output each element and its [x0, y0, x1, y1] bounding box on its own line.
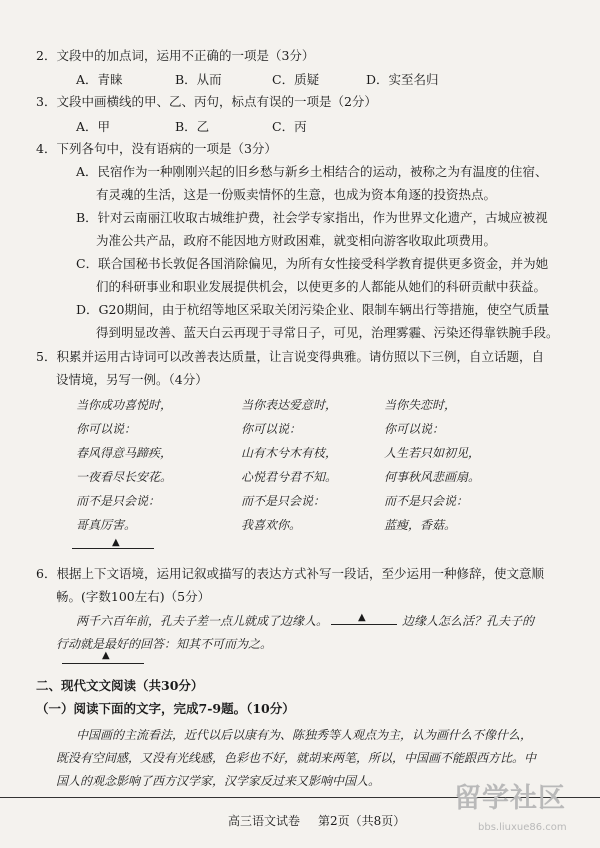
poem-line: 当你成功喜悦时， — [76, 398, 173, 412]
q6-passage-part2: 边缘人怎么活？孔夫子的 — [402, 614, 535, 628]
q4-stem: 4．下列各句中，没有语病的一项是（3分） — [36, 141, 277, 156]
poem-line: 蓝瘦，香菇。 — [384, 518, 457, 532]
q6-answer-marker: ▲ — [102, 650, 110, 661]
q4-option-c-line2: 们的科研事业和职业发展提供机会，以使更多的人都能从她们的科研贡献中获益。 — [96, 279, 547, 294]
q4-option-a-line1: A．民宿作为一种刚刚兴起的旧乡愁与新乡土相结合的运动，被称之为有温度的住宿、 — [76, 164, 548, 179]
q3-option-a: A．甲 — [76, 119, 111, 134]
q3-stem: 3．文段中画横线的甲、乙、丙句，标点有误的一项是（2分） — [36, 94, 377, 109]
passage-line-3: 国人的观念影响了西方汉学家，汉学家反过来又影响中国人。 — [56, 774, 381, 788]
q5-stem-line2: 设情境，另写一例。（4分） — [56, 372, 208, 387]
poem-line: 山有木兮木有枝， — [241, 446, 338, 460]
section-2-subtitle: （一）阅读下面的文字，完成7-9题。（10分） — [36, 701, 295, 716]
q6-stem-line1: 6．根据上下文语境，运用记叙或描写的表达方式补写一段话，至少运用一种修辞，使文意顺 — [36, 566, 544, 581]
q4-option-d-line1: D．G20期间，由于杭绍等地区采取关闭污染企业、限制车辆出行等措施，使空气质量 — [76, 302, 550, 317]
q2-option-b: B．从而 — [175, 72, 222, 87]
q2-option-a: A．青睐 — [76, 72, 123, 87]
q2-option-d: D．实至名归 — [366, 72, 439, 87]
q4-option-c-line1: C．联合国秘书长敦促各国消除偏见，为所有女性接受科学教育提供更多资金，并为她 — [76, 256, 549, 271]
q3-option-b: B．乙 — [175, 119, 210, 134]
poem-line: 而不是只会说： — [76, 494, 161, 508]
passage-line-2: 既没有空间感，又没有光线感，色彩也不好，就胡来两笔，所以，中国画不能跟西方比。中 — [56, 751, 537, 765]
q6-passage-line2: 行动就是最好的回答：知其不可而为之。 — [56, 637, 273, 651]
q6-answer-blank — [62, 663, 144, 664]
footer-page-number: 第2页（共8页） — [318, 814, 406, 828]
passage-line-1: 中国画的主流看法，近代以后以康有为、陈独秀等人观点为主，认为画什么不像什么， — [76, 728, 533, 742]
poem-line: 你可以说： — [76, 422, 137, 436]
watermark-url: bbs.liuxue86.com — [478, 822, 567, 833]
q5-answer-marker: ▲ — [112, 537, 120, 548]
watermark-logo: 留学社区 — [454, 783, 566, 814]
q4-option-b-line1: B．针对云南丽江收取古城维护费，社会学专家指出，作为世界文化遗产，古城应被视 — [76, 210, 548, 225]
poem-line: 心悦君兮君不知。 — [241, 470, 338, 484]
poem-line: 人生若只如初见， — [384, 446, 481, 460]
poem-line: 春风得意马蹄疾， — [76, 446, 173, 460]
q5-stem-line1: 5．积累并运用古诗词可以改善表达质量，让言说变得典雅。请仿照以下三例，自立话题，自 — [36, 349, 544, 364]
q5-answer-blank — [72, 548, 154, 549]
poem-line: 而不是只会说： — [241, 494, 326, 508]
q2-option-c: C．质疑 — [272, 72, 320, 87]
q4-option-d-line2: 得到明显改善、蓝天白云再现于寻常日子，可见，治理雾霾、污染还得靠铁腕手段。 — [96, 325, 559, 340]
poem-line: 何事秋风悲画扇。 — [384, 470, 481, 484]
poem-line: 我喜欢你。 — [241, 518, 302, 532]
poem-line: 你可以说： — [241, 422, 302, 436]
q6-inline-marker: ▲ — [358, 612, 366, 623]
poem-line: 一夜看尽长安花。 — [76, 470, 173, 484]
poem-line: 而不是只会说： — [384, 494, 469, 508]
q6-inline-blank — [331, 624, 397, 625]
poem-line: 哥真厉害。 — [76, 518, 137, 532]
q4-option-a-line2: 有灵魂的生活，这是一份贩卖情怀的生意，也成为资本角逐的投资热点。 — [96, 187, 497, 202]
poem-line: 当你失恋时， — [384, 398, 457, 412]
poem-line: 当你表达爱意时， — [241, 398, 338, 412]
poem-line: 你可以说： — [384, 422, 445, 436]
q3-option-c: C．丙 — [272, 119, 307, 134]
q6-passage-part1: 两千六百年前，孔夫子差一点儿就成了边缘人。 — [76, 614, 329, 628]
section-2-title: 二、现代文文阅读（共30分） — [36, 678, 204, 693]
q6-stem-line2: 畅。(字数100左右)（5分） — [56, 589, 211, 604]
footer-title: 高三语文试卷 — [228, 814, 301, 828]
q4-option-b-line2: 为准公共产品，政府不能因地方财政困难，就变相向游客收取此项费用。 — [96, 233, 497, 248]
q2-stem: 2．文段中的加点词，运用不正确的一项是（3分） — [36, 48, 315, 63]
